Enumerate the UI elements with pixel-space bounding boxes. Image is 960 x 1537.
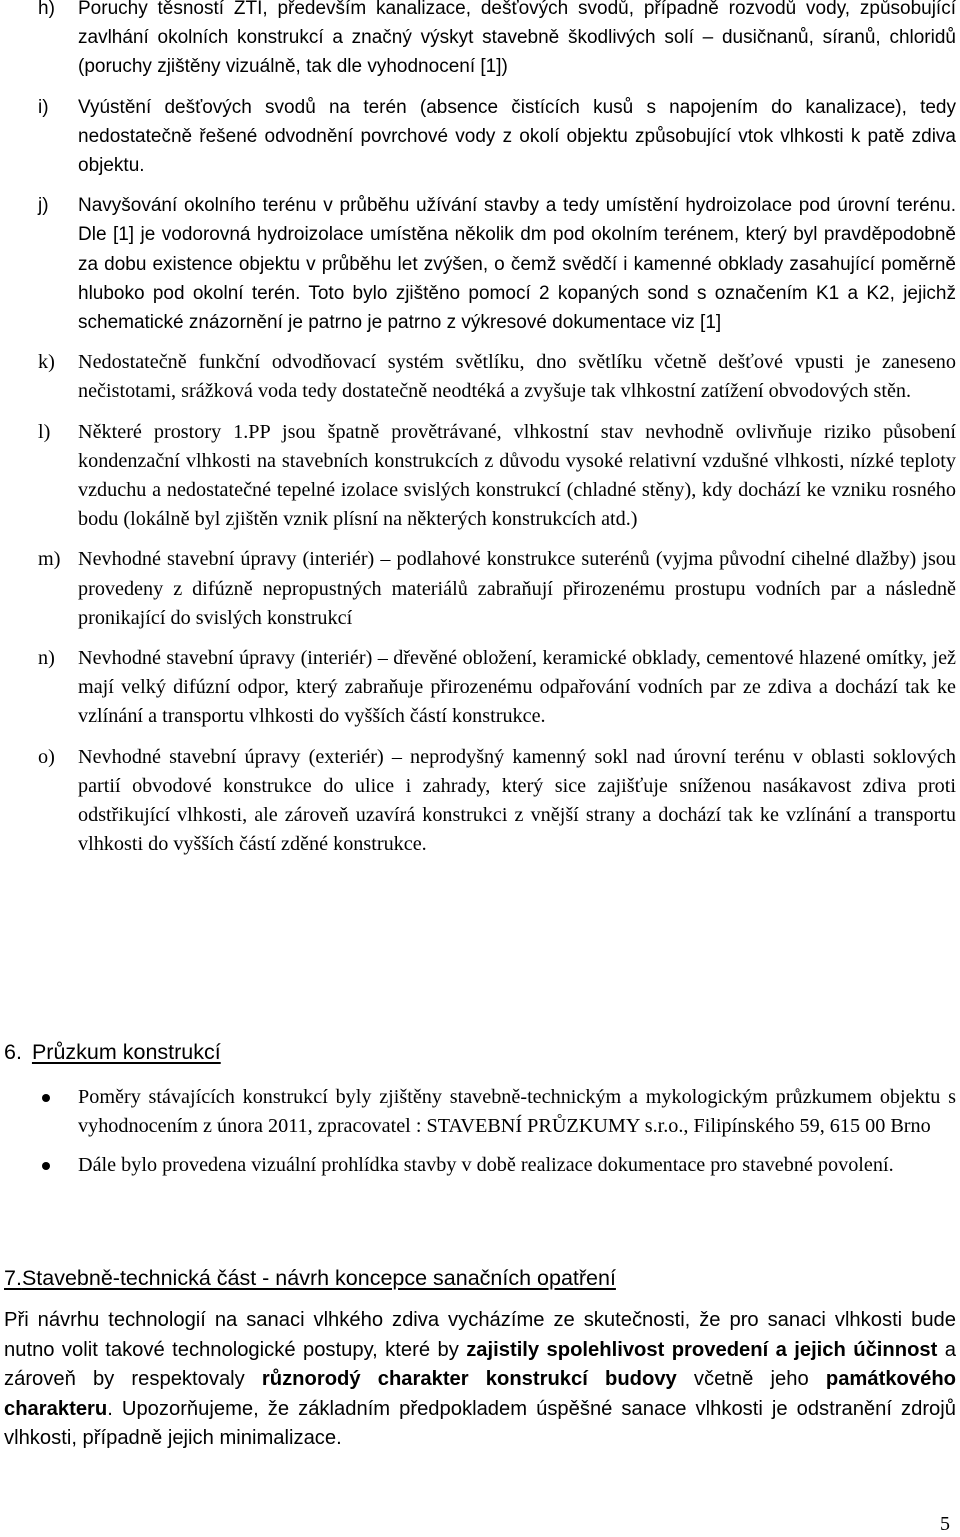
list-item-label: i) <box>38 96 49 118</box>
emphasis-diverse-structures: různorodý charakter konstrukcí budovy <box>261 1368 677 1390</box>
section-7-heading <box>4 1264 616 1292</box>
list-item-text: Poruchy těsností ZTI, především kanalizace, dešťových svodů, případně rozvodů vody, způsobující zavlhání okolních konstrukcí a značný výskyt stavebně škodlivých solí – dusičnanů, síranů, chloridů (poruchy zjištěny vizuálně, tak dle vyhodnocení [1]) <box>78 0 956 78</box>
paragraph-text: Při návrhu technologií na sanaci vlhkého zdiva vycházíme ze skutečnosti, že pro sanaci vlhkosti bude nutno volit takové technologické postupy, které by <box>4 1309 956 1361</box>
survey-bullet-list <box>38 1083 956 1190</box>
list-item-label: k) <box>38 351 55 374</box>
list-item-text: Nevhodné stavební úpravy (interiér) – podlahové konstrukce suterénů (vyjma původní cihelné dlažby) jsou provedeny z difúzně nepropustných materiálů zabraňují přirozenému prostupu vodních par a následně pronikající do svislých konstrukcí <box>78 548 956 629</box>
defect-list <box>38 0 956 870</box>
list-item-l <box>38 418 956 535</box>
list-item-i <box>38 93 956 181</box>
list-item-o <box>38 743 956 860</box>
list-item-text: Nedostatečně funkční odvodňovací systém světlíku, dno světlíku včetně dešťové vpusti je zaneseno nečistotami, srážková voda tedy dostatečně neodtéká a zvyšuje tak vlhkostní zatížení obvodových stěn. <box>78 351 956 403</box>
section-7-paragraph <box>4 1306 956 1454</box>
list-item-label: m) <box>38 548 61 571</box>
list-item-label: h) <box>38 0 55 19</box>
list-item-text: Nevhodné stavební úpravy (exteriér) – neprodyšný kamenný sokl nad úrovní terénu v oblasti soklových partií obvodové konstrukce do ulice i zahrady, který sice zajišťuje sníženou nasákavost zdiva proti odstřikující vlhkosti, ale zároveň uzavírá konstrukci z vnější strany a dochází tak ke vzlínání a transportu vlhkosti do vyšších částí zděné konstrukce. <box>78 745 956 856</box>
list-item-text: Vyústění dešťových svodů na terén (absence čistících kusů s napojením do kanalizace), tedy nedostatečně řešené odvodnění povrchové vody z okolí objektu způsobující vtok vlhkosti k patě zdiva objektu. <box>78 96 956 177</box>
list-item-j <box>38 191 956 337</box>
list-item-label: l) <box>38 420 51 443</box>
list-item-m <box>38 545 956 633</box>
paragraph-text: . Upozorňujeme, že základním předpokladem úspěšné sanace vlhkosti je odstranění zdrojů vlhkosti, případně jejich minimalizace. <box>4 1397 956 1449</box>
page-number: 5 <box>940 1513 950 1535</box>
list-item-text: Některé prostory 1.PP jsou špatně provětrávané, vlhkostní stav nevhodně ovlivňuje riziko působení kondenzační vlhkosti na stavebních konstrukcích z důvodu vysoké relativní vzdušné vlhkosti, nízké teploty vzduchu a nedostatečné tepelné izolace svislých konstrukcí (chladné stěny), kdy dochází ke vzniku rosného bodu (lokálně byl zjištěn vznik plísní na některých konstrukcích atd.) <box>78 420 956 531</box>
section-title: Průzkum konstrukcí <box>31 1040 221 1064</box>
list-item-label: o) <box>38 745 55 768</box>
list-item-text: Navyšování okolního terénu v průběhu užívání stavby a tedy umístění hydroizolace pod úrovní terénu. Dle [1] je vodorovná hydroizolace umístěna několik dm pod okolním terénem, který byl pravděpodobně za dobu existence objektu v průběhu let zvýšen, o čemž svědčí i kamenné obklady zasahující poměrně hluboko pod okolní terén. Toto bylo zjištěno pomocí 2 kopaných sond s označením K1 a K2, jejichž schematické znázornění je patrno je patrno z výkresové dokumentace viz [1] <box>78 195 956 334</box>
list-item-label: n) <box>38 647 55 670</box>
emphasis-heritage: památkového charakteru <box>4 1368 956 1420</box>
bullet-text: Dále bylo provedena vizuální prohlídka stavby v době realizace dokumentace pro stavebné povolení. <box>78 1154 894 1176</box>
emphasis-reliability: zajistily spolehlivost provedení a jejich účinnost <box>466 1338 938 1361</box>
bullet-item <box>38 1083 956 1141</box>
list-item-label: j) <box>38 195 49 217</box>
section-number: 6. <box>4 1040 22 1064</box>
bullet-icon <box>42 1094 50 1102</box>
section-title: Stavebně-technická část - návrh koncepce sanačních opatření <box>21 1266 616 1290</box>
section-6-heading <box>4 1038 221 1066</box>
bullet-item <box>38 1151 956 1180</box>
section-number: 7. <box>4 1266 22 1290</box>
list-item-k <box>38 348 956 406</box>
list-item-text: Nevhodné stavební úpravy (interiér) – dřevěné obložení, keramické obklady, cementové hlazené omítky, jež mají velký difúzní odpor, který zabraňuje přirozenému odpařování vodních par ze zdiva a dochází tak ke vzlínání a transportu vlhkosti do vyšších částí konstrukce. <box>78 647 956 728</box>
paragraph-text: včetně jeho <box>676 1368 826 1390</box>
list-item-n <box>38 644 956 732</box>
bullet-text: Poměry stávajících konstrukcí byly zjištěny stavebně-technickým a mykologickým průzkumem objektu s vyhodnocením z února 2011, zpracovatel : STAVEBNÍ PRŮZKUMY s.r.o., Filipínského 59, 615 00 Brno <box>78 1086 956 1137</box>
paragraph-text: a zároveň by respektovaly <box>4 1338 957 1390</box>
list-item-h <box>38 0 956 82</box>
bullet-icon <box>42 1162 50 1170</box>
